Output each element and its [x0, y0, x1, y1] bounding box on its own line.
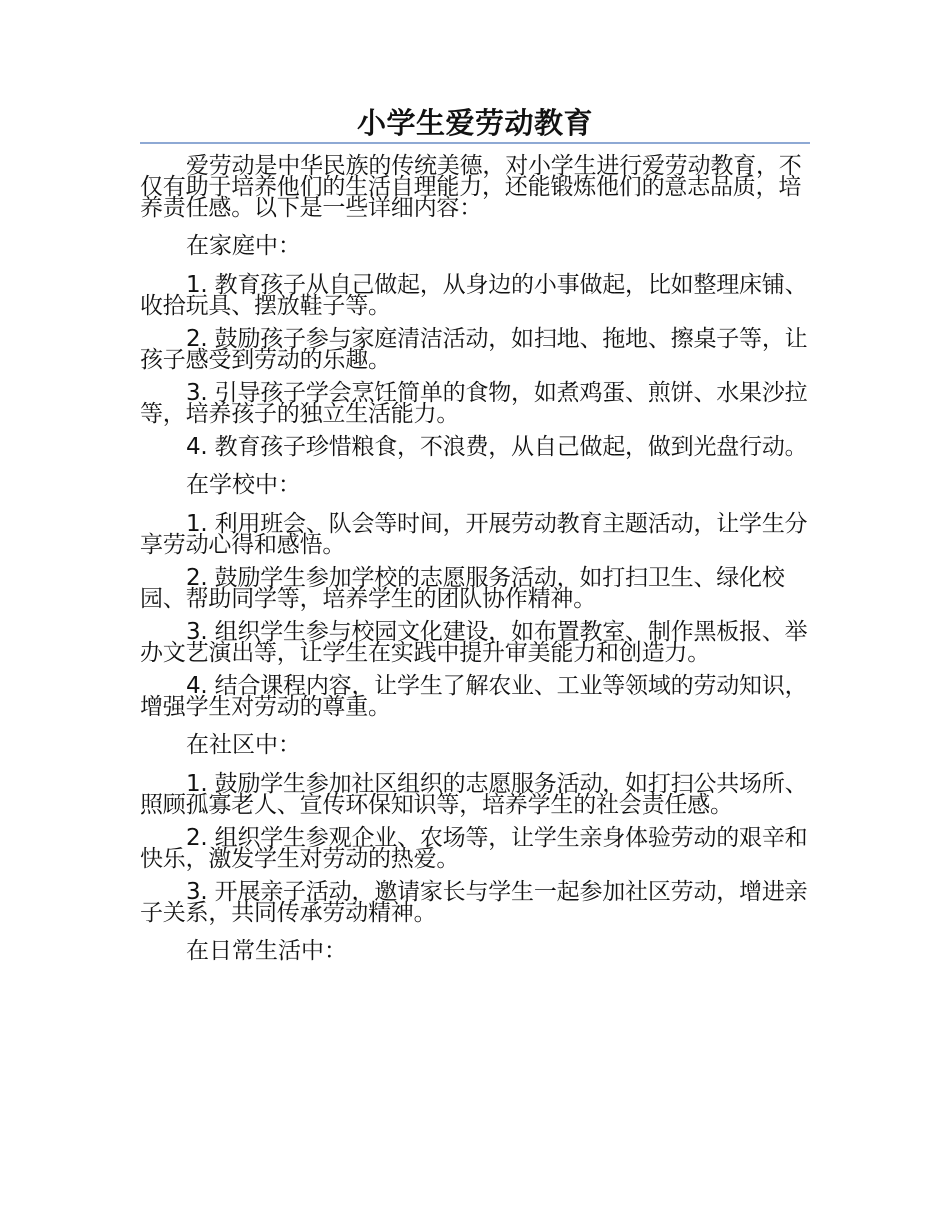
section-heading-community: 在社区中： — [186, 732, 301, 758]
home-item-1: 1. 教育孩子从自己做起，从身边的小事做起，比如整理床铺、收拾玩具、摆放鞋子等。 — [140, 272, 808, 319]
section-heading-home: 在家庭中： — [186, 233, 301, 259]
title-block — [140, 104, 810, 144]
school-item-1: 1. 利用班会、队会等时间，开展劳动教育主题活动，让学生分享劳动心得和感悟。 — [140, 511, 808, 558]
community-item-1: 1. 鼓励学生参加社区组织的志愿服务活动，如打扫公共场所、照顾孤寡老人、宣传环保知识等，培养学生的社会责任感。 — [140, 771, 808, 818]
page-title: 小学生爱劳动教育 — [356, 106, 593, 140]
home-item-2: 2. 鼓励孩子参与家庭清洁活动，如扫地、拖地、擦桌子等，让孩子感受到劳动的乐趣。 — [140, 326, 808, 373]
section-heading-school: 在学校中： — [186, 472, 301, 498]
intro-paragraph: 爱劳动是中华民族的传统美德，对小学生进行爱劳动教育，不仅有助于培养他们的生活自理能力，还能锻炼他们的意志品质，培养责任感。以下是一些详细内容： — [140, 153, 802, 221]
community-item-3: 3. 开展亲子活动，邀请家长与学生一起参加社区劳动，增进亲子关系，共同传承劳动精神。 — [140, 879, 808, 926]
home-item-3: 3. 引导孩子学会烹饪简单的食物，如煮鸡蛋、煎饼、水果沙拉等，培养孩子的独立生活能力。 — [140, 380, 808, 427]
document-body — [140, 153, 810, 980]
school-item-2: 2. 鼓励学生参加学校的志愿服务活动，如打扫卫生、绿化校园、帮助同学等，培养学生的团队协作精神。 — [140, 565, 785, 612]
section-heading-daily-life: 在日常生活中： — [186, 938, 347, 964]
community-item-2: 2. 组织学生参观企业、农场等，让学生亲身体验劳动的艰辛和快乐，激发学生对劳动的热爱。 — [140, 825, 808, 872]
home-item-4: 4. 教育孩子珍惜粮食，不浪费，从自己做起，做到光盘行动。 — [186, 434, 808, 460]
school-item-3: 3. 组织学生参与校园文化建设，如布置教室、制作黑板报、举办文艺演出等，让学生在实践中提升审美能力和创造力。 — [140, 619, 808, 666]
school-item-4: 4. 结合课程内容，让学生了解农业、工业等领域的劳动知识，增强学生对劳动的尊重。 — [140, 673, 808, 720]
